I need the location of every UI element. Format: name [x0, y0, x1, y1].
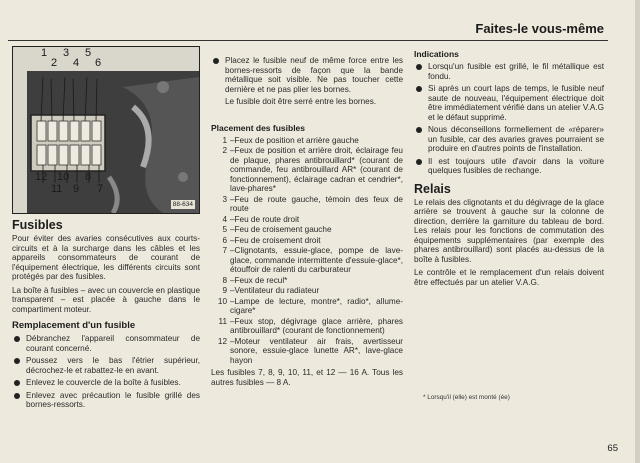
indications-list — [414, 62, 604, 176]
placement-item-5: 5 –Feu de croisement gauche — [222, 225, 332, 234]
fusibles-paragraph-1: Pour éviter des avaries consécutives aux courts-circuits et à la surcharge dans les câbles et les appareils consommateurs de courant de l'équipement électrique, les différents circuits sont protégés par des fusibles. — [12, 234, 200, 281]
fuse-number-9: 9 — [73, 183, 80, 195]
list-item: Lorsqu'un fusible est grillé, le fil métallique est fondu. — [414, 62, 604, 81]
fuse-number-12: 12 — [35, 171, 48, 183]
fuse-number-2: 2 — [51, 57, 58, 69]
list-item: Enlevez avec précaution le fusible grillé des bornes-ressorts. — [12, 391, 200, 410]
relais-heading: Relais — [414, 181, 451, 196]
list-item: Si après un court laps de temps, le fusible neuf saute de nouveau, l'équipement électrique doit être immédiatement vérifié dans un atelier V.A.G et le défaut supprimé. — [414, 84, 604, 122]
placement-item-11: 11 –Feux stop, dégivrage glace arrière, phares antibrouillard* (courant de fonctionnement) — [218, 316, 403, 335]
placement-item-3: 3 –Feu de route gauche, témoin des feux de route — [222, 194, 403, 213]
placement-item-12: 12 –Moteur ventilateur air frais, avertisseur sonore, essuie-glace lunette AR*, lave-glace hayon — [217, 336, 403, 365]
page-spine-shadow — [635, 0, 640, 463]
list-item: Placez le fusible neuf de même force entre les bornes-ressorts de façon que la bande métallique soit visible. Ne pas toucher cette dernière et ne pas plier les bornes. — [211, 56, 403, 94]
column-2 — [211, 46, 403, 391]
fuse-number-6: 6 — [95, 57, 102, 69]
fuse-number-1: 1 — [41, 47, 48, 59]
fuse-number-8: 8 — [85, 171, 92, 183]
fusibles-paragraph-2: La boîte à fusibles – avec un couvercle en plastique transparent – est placée à gauche dans le compartiment moteur. — [12, 285, 200, 314]
placement-item-2: 2 –Feux de position et arrière droit, éclairage feu de plaque, phares antibrouillard* (courant de commande, feu antibrouillard AR* (courant de fonctionnement), éclairage cadran et cendrier*, lave-phares* — [222, 146, 403, 193]
placement-item-8: 8 –Feux de recul* — [222, 275, 288, 285]
fusibles-heading: Fusibles — [12, 218, 63, 232]
placez-list — [211, 56, 403, 94]
placement-item-7: 7 –Clignotants, essuie-glace, pompe de lave-glace, commande intermittente d'essuie-glace*, étouffoir de ralenti du carburateur — [222, 246, 403, 274]
remplacement-heading: Remplacement d'un fusible — [12, 320, 136, 331]
column-1 — [12, 46, 200, 413]
remplacement-list — [12, 334, 200, 410]
header-title: Faites-le vous-même — [475, 21, 604, 36]
fuse-number-11: 11 — [51, 183, 63, 195]
placement-item-4: 4 –Feu de route droit — [222, 214, 300, 224]
bornes-paragraph: Le fusible doit être serré entre les bornes. — [225, 97, 377, 106]
page-number: 65 — [607, 442, 618, 454]
placement-item-1: 1 –Feux de position et arrière gauche — [222, 135, 359, 145]
fuse-box-photo — [12, 46, 200, 214]
list-item: Nous déconseillons formellement de «réparer» un fusible, car des avaries graves pourraient se produire en d'autres points de l'installation. — [414, 125, 604, 154]
placement-list — [211, 136, 403, 366]
list-item: Poussez vers le bas l'étrier supérieur, décrochez-le et rabattez-le en avant. — [12, 356, 200, 375]
placement-item-10: 10 –Lampe de lecture, montre*, radio*, allume-cigare* — [217, 296, 403, 315]
fuse-number-5: 5 — [85, 47, 92, 59]
relais-paragraph-2: Le contrôle et le remplacement d'un relais doivent être effectués par un atelier V.A.G. — [414, 268, 604, 287]
fuse-number-10: 10 — [57, 171, 70, 183]
placement-heading: Placement des fusibles — [211, 122, 306, 133]
fuse-box-drawing — [13, 47, 199, 213]
indications-heading: Indications — [414, 49, 459, 59]
placement-item-6: 6 –Feu de croisement droit — [222, 235, 321, 245]
page-header — [8, 22, 608, 41]
placement-item-9: 9 –Ventilateur du radiateur — [222, 286, 320, 295]
list-item: Enlevez le couvercle de la boîte à fusibles. — [12, 378, 200, 388]
fuse-number-4: 4 — [73, 57, 80, 69]
relais-paragraph-1: Le relais des clignotants et du dégivrage de la glace arrière se trouvent à gauche sur la colonne de direction, derrière la garniture du tableau de bord. Les relais pour les fonctions de commutation des équipements supplémentaires (par exemple des phares antibrouillard) sont placés au-dessus de la boîte à fusibles. — [414, 197, 604, 264]
footnote: * Lorsqu'il (elle) est monté (ée) — [423, 394, 510, 401]
figure-code: 88-634 — [172, 200, 193, 208]
list-item: Débranchez l'appareil consommateur de courant concerné. — [12, 334, 200, 353]
fuse-summary: Les fusibles 7, 8, 9, 10, 11, et 12 — 16 A. Tous les autres fusibles — 8 A. — [211, 368, 403, 387]
fuse-number-7: 7 — [97, 183, 104, 195]
column-3 — [414, 46, 604, 291]
list-item: Il est toujours utile d'avoir dans la voiture quelques fusibles de rechange. — [414, 157, 604, 176]
fuse-number-3: 3 — [63, 47, 70, 59]
